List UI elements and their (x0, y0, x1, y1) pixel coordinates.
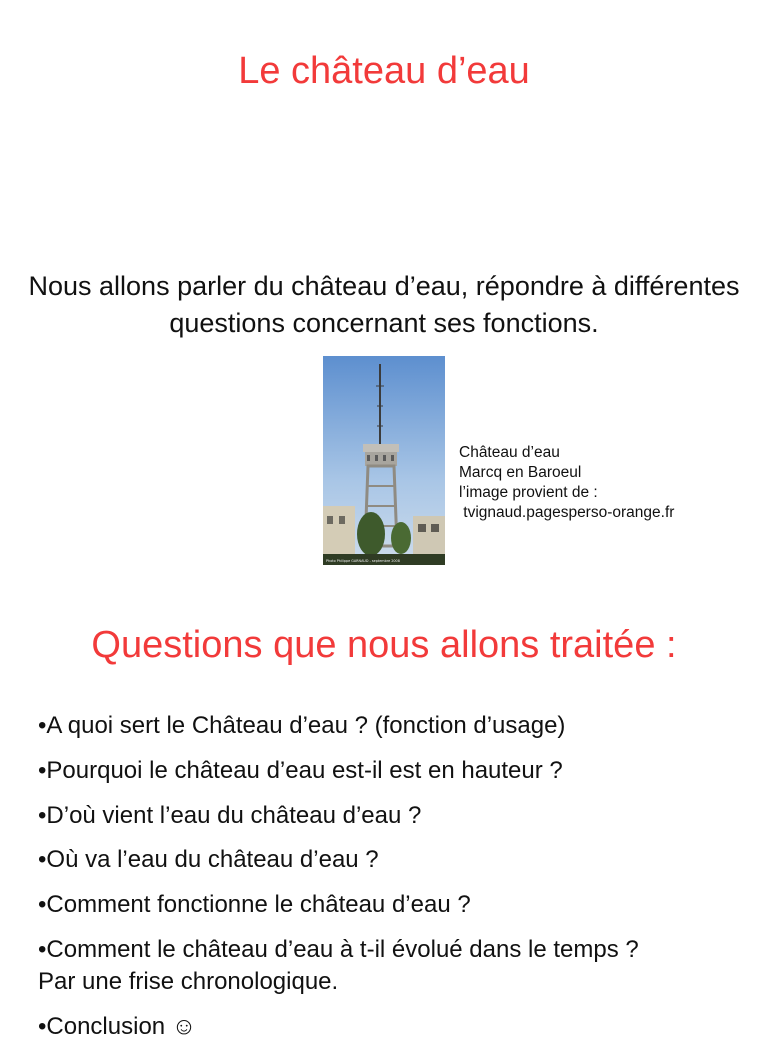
caption-line: Château d’eau (459, 444, 560, 461)
list-item (38, 934, 738, 998)
caption-source-link: tvignaud.pagesperso-orange.fr (459, 504, 675, 521)
list-item (38, 710, 738, 742)
list-item-text-continuation: Par une frise chronologique. (38, 967, 339, 995)
list-item-text: •Comment fonctionne le château d’eau ? (38, 891, 471, 919)
list-item-text: •Comment le château d’eau à t-il évolué dans le temps ? (38, 935, 639, 963)
list-item (38, 889, 738, 921)
water-tower-photo (323, 356, 445, 565)
list-item-text: •Pourquoi le château d’eau est-il est en hauteur ? (38, 756, 563, 784)
photo-credit: Photo Philippe GARNAUD - septembre 2008 (326, 559, 400, 563)
caption-line: Marcq en Baroeul (459, 464, 582, 481)
list-item-text: •Où va l’eau du château d’eau ? (38, 846, 379, 874)
questions-heading: Questions que nous allons traitée : (91, 624, 677, 666)
caption-line: l’image provient de : (459, 484, 598, 501)
list-item-text: •A quoi sert le Château d’eau ? (fonction d’usage) (38, 712, 566, 739)
list-item-text: •D’où vient l’eau du château d’eau ? (38, 801, 422, 829)
intro-paragraph: Nous allons parler du château d’eau, répondre à différentes questions concernant ses fonctions. (28, 271, 740, 338)
page-title: Le château d’eau (238, 50, 530, 92)
list-item-text: •Conclusion ☺ (38, 1012, 197, 1040)
photo-caption (459, 443, 674, 523)
questions-list (38, 710, 738, 1056)
list-item (38, 755, 738, 787)
list-item (38, 1011, 738, 1043)
list-item (38, 844, 738, 876)
list-item (38, 800, 738, 832)
water-tower-illustration (323, 356, 445, 565)
